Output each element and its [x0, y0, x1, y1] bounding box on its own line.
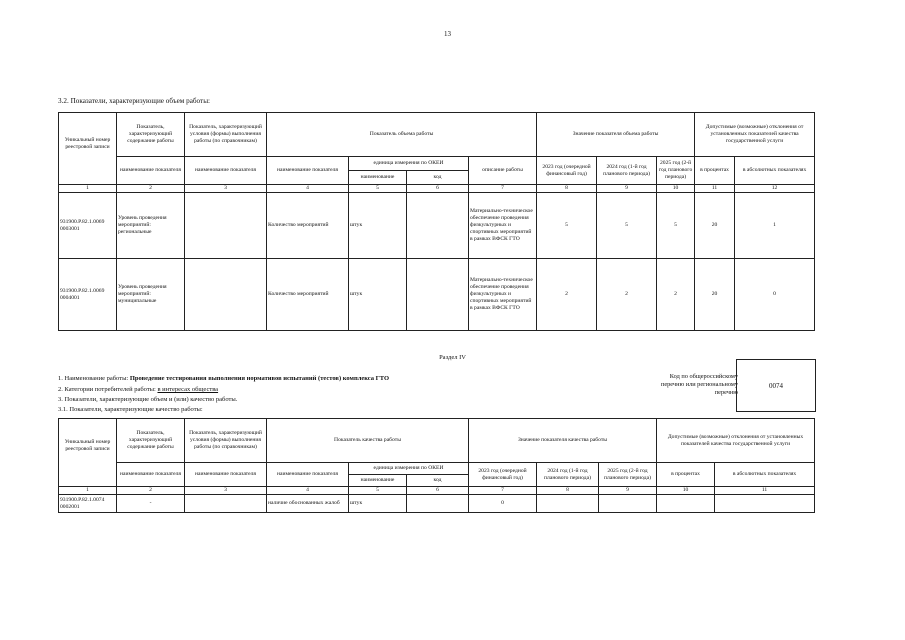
value-2025-cell: 2 — [657, 259, 695, 331]
value-2024-cell — [537, 495, 599, 513]
header-in-percent: в процентах — [695, 157, 735, 185]
header-value-indicator: Значение показателя объема работы — [537, 113, 695, 157]
unit-name-cell: штук — [349, 495, 407, 513]
code-value: 0074 — [769, 381, 783, 390]
header-year-2024: 2024 год (1-й год планового периода) — [597, 157, 657, 185]
unique-number-cell: 931900.Р.82.1.0069 0004001 — [59, 259, 117, 331]
table-row — [59, 259, 815, 331]
value-2025-cell: 5 — [657, 193, 695, 259]
content-cell: Уровень проведения мероприятий: региональные — [117, 193, 185, 259]
table-row — [59, 495, 815, 513]
header-indicator-name-short: наименование показателя — [117, 157, 185, 185]
consumer-category-line — [58, 386, 218, 393]
header-year-2023: 2023 год (очередной финансовый год) — [537, 157, 597, 185]
unit-name-cell: штук — [349, 259, 407, 331]
col-number: 6 — [407, 487, 469, 495]
col-number: 2 — [117, 185, 185, 193]
value-2023-cell: 2 — [537, 259, 597, 331]
col-number: 8 — [537, 185, 597, 193]
header-year-2025: 2025 год (2-й год планового периода) — [599, 463, 657, 487]
col-number: 6 — [407, 185, 469, 193]
value-2025-cell — [599, 495, 657, 513]
indicator-cell: Количество мероприятий — [267, 193, 349, 259]
col-number: 8 — [537, 487, 599, 495]
unit-code-cell — [407, 259, 469, 331]
col-number: 7 — [469, 487, 537, 495]
header-volume-indicator: Показатель объема работы — [267, 113, 537, 157]
value-2023-cell: 0 — [469, 495, 537, 513]
header-indicator-name: наименование показателя — [267, 463, 349, 487]
deviation-percent-cell: 20 — [695, 193, 735, 259]
col-number: 9 — [599, 487, 657, 495]
value-2024-cell: 5 — [597, 193, 657, 259]
work-name-prefix: 1. Наименование работы: — [58, 375, 129, 382]
table-row — [59, 193, 815, 259]
description-cell: Материально-техническое обеспечение проведения физкультурных и спортивных мероприятий в рамках ВФСК ГТО — [469, 193, 537, 259]
col-number: 5 — [349, 185, 407, 193]
header-content-indicator: Показатель, характеризующий содержание работы — [117, 113, 185, 157]
section-title: Раздел IV — [439, 354, 466, 361]
col-number: 10 — [657, 487, 715, 495]
header-unit-code: код — [407, 171, 469, 185]
unique-number-cell: 931900.Р.82.1.0074 0002001 — [59, 495, 117, 513]
header-conditions-name: наименование показателя — [185, 463, 267, 487]
header-in-absolute: в абсолютных показателях — [735, 157, 815, 185]
work-name-line — [58, 375, 389, 382]
header-deviations: Допустимые (возможные) отклонения от установленных показателей качества государственной услуги — [695, 113, 815, 157]
consumer-category-value: в интересах общества — [157, 386, 219, 393]
conditions-cell — [185, 259, 267, 331]
conditions-cell — [185, 495, 267, 513]
header-conditions-indicator: Показатель, характеризующий условия (формы) выполнения работы (по справочникам) — [185, 113, 267, 157]
deviation-percent-cell: 20 — [695, 259, 735, 331]
quality-indicators-table — [58, 418, 815, 513]
content-cell: Уровень проведения мероприятий: муниципальные — [117, 259, 185, 331]
header-quality-indicator: Показатель качества работы — [267, 419, 469, 463]
header-indicator-name: наименование показателя — [267, 157, 349, 185]
header-year-2023: 2023 год (очередной финансовый год) — [469, 463, 537, 487]
header-year-2024: 2024 год (1-й год планового периода) — [537, 463, 599, 487]
deviation-percent-cell — [657, 495, 715, 513]
col-number: 11 — [695, 185, 735, 193]
col-number: 7 — [469, 185, 537, 193]
header-value-indicator: Значение показателя качества работы — [469, 419, 657, 463]
unit-code-cell — [407, 193, 469, 259]
code-label: Код по общероссийскому перечню или региональному перечню — [660, 373, 738, 397]
unique-number-cell: 931900.Р.82.1.0069 0003001 — [59, 193, 117, 259]
col-number: 3 — [185, 487, 267, 495]
header-indicator-name-short: наименование показателя — [117, 463, 185, 487]
content-cell: - — [117, 495, 185, 513]
col-number: 9 — [597, 185, 657, 193]
col-number: 1 — [59, 185, 117, 193]
unit-name-cell: штук — [349, 193, 407, 259]
code-box — [736, 359, 816, 412]
description-cell: Материально-техническое обеспечение проведения физкультурных и спортивных мероприятий в рамках ВФСК ГТО — [469, 259, 537, 331]
deviation-absolute-cell — [715, 495, 815, 513]
col-number: 1 — [59, 487, 117, 495]
header-in-absolute: в абсолютных показателях — [715, 463, 815, 487]
col-number: 4 — [267, 487, 349, 495]
header-unique-number: Уникальный номер реестровой записи — [59, 419, 117, 487]
header-unit-okei: единица измерения по ОКЕИ — [349, 157, 469, 171]
header-in-percent: в процентах — [657, 463, 715, 487]
col-number: 4 — [267, 185, 349, 193]
header-unit-name: наименование — [349, 171, 407, 185]
header-unit-name: наименование — [349, 475, 407, 487]
header-unique-number: Уникальный номер реестровой записи — [59, 113, 117, 185]
header-unit-okei: единица измерения по ОКЕИ — [349, 463, 469, 475]
col-number: 2 — [117, 487, 185, 495]
indicators-line: 3. Показатели, характеризующие объем и (или) качество работы. — [58, 396, 238, 403]
col-number: 12 — [735, 185, 815, 193]
col-number: 10 — [657, 185, 695, 193]
header-content-indicator: Показатель, характеризующий содержание работы — [117, 419, 185, 463]
header-conditions-indicator: Показатель, характеризующий условия (формы) выполнения работы (по справочникам) — [185, 419, 267, 463]
value-2024-cell: 2 — [597, 259, 657, 331]
header-deviations: Допустимые (возможные) отклонения от установленных показателей качества государственной услуги — [657, 419, 815, 463]
volume-indicators-table — [58, 112, 815, 331]
deviation-absolute-cell: 1 — [735, 193, 815, 259]
work-name-value: Проведение тестирования выполнения нормативов испытаний (тестов) комплекса ГТО — [129, 375, 390, 382]
header-work-description: описание работы — [469, 157, 537, 185]
col-number: 11 — [715, 487, 815, 495]
col-number: 3 — [185, 185, 267, 193]
header-unit-code: код — [407, 475, 469, 487]
indicator-cell: Количество мероприятий — [267, 259, 349, 331]
header-year-2025: 2025 год (2-й год планового периода) — [657, 157, 695, 185]
consumer-category-prefix: 2. Категории потребителей работы: — [58, 386, 156, 393]
conditions-cell — [185, 193, 267, 259]
col-number: 5 — [349, 487, 407, 495]
table1-caption: 3.2. Показатели, характеризующие объем работы: — [58, 97, 211, 105]
header-conditions-name: наименование показателя — [185, 157, 267, 185]
quality-caption: 3.1. Показатели, характеризующие качество работы: — [58, 406, 203, 413]
page-number: 13 — [444, 30, 451, 38]
indicator-cell: наличие обоснованных жалоб — [267, 495, 349, 513]
unit-code-cell — [407, 495, 469, 513]
deviation-absolute-cell: 0 — [735, 259, 815, 331]
value-2023-cell: 5 — [537, 193, 597, 259]
